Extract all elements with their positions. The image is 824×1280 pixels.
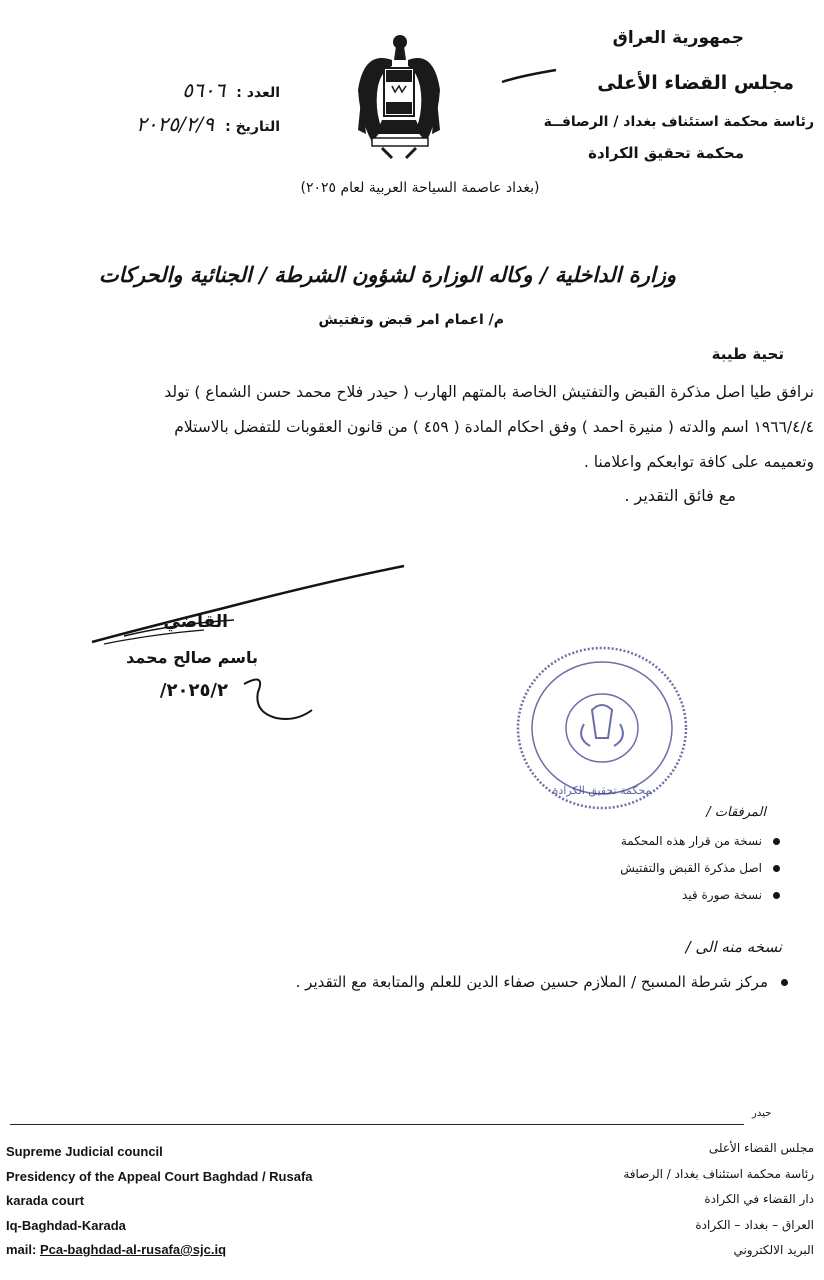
letter-body <box>10 378 814 483</box>
footer-en-line: Supreme Judicial council <box>6 1144 163 1159</box>
footer-email-row <box>6 1238 426 1263</box>
addressee: وزارة الداخلية / وكاله الوزارة لشؤون الشرطة / الجنائية والحركات <box>98 262 676 287</box>
number-value: ٥٦٠٦ <box>182 78 226 102</box>
reference-block <box>80 70 280 150</box>
footer-en-line: Presidency of the Appeal Court Baghdad / Rusafa <box>6 1168 313 1184</box>
bullet-icon <box>773 865 780 872</box>
slogan: (بغداد عاصمة السياحة العربية لعام ٢٠٢٥) <box>300 180 540 196</box>
svg-text:محكمة تحقيق الكرادة: محكمة تحقيق الكرادة <box>552 784 652 797</box>
subject-line: م/ اعمام امر قبض وتفتيش <box>318 312 504 328</box>
footer-ar-line: العراق – بغداد – الكرادة <box>695 1217 814 1232</box>
date-label: التاريخ : <box>225 119 280 135</box>
copies-heading: نسخه منه الى / <box>685 938 782 956</box>
list-item: مركز شرطة المسبح / الملازم حسين صفاء الدين للعلم والمتابعة مع التقدير . <box>296 970 794 994</box>
footer-en-line: karada court <box>6 1193 85 1208</box>
attachments-list <box>620 828 782 909</box>
footer-ar-line: البريد الالكتروني <box>733 1243 814 1257</box>
list-item: نسخة من قرار هذه المحكمة <box>620 828 782 855</box>
footer-ar-line: رئاسة محكمة استئناف بغداد / الرصافة <box>623 1166 814 1181</box>
iraq-eagle-emblem-icon <box>352 30 444 160</box>
email-link[interactable]: Pca-baghdad-al-rusafa@sjc.iq <box>39 1242 227 1257</box>
header-stroke <box>500 66 560 86</box>
body-line: وتعميمه على كافة توابعكم واعلامنا . <box>583 453 814 471</box>
republic-name: جمهورية العراق <box>612 28 744 48</box>
footer-ar-line: دار القضاء في الكرادة <box>704 1192 814 1206</box>
signature-date: ٢٠٢٥/٢/ <box>159 680 228 701</box>
date-scribble-icon <box>236 672 316 728</box>
footer-arabic <box>594 1136 814 1264</box>
greeting: تحية طيبة <box>711 345 784 363</box>
bullet-icon <box>773 838 780 845</box>
court-name: محكمة تحقيق الكرادة <box>588 144 744 162</box>
court-seal-stamp-icon <box>514 644 690 812</box>
presidency-name: رئاسة محكمة استئناف بغداد / الرصافــة <box>543 114 814 130</box>
bullet-icon <box>773 892 780 899</box>
signature-name: باسم صالح محمد <box>126 648 258 667</box>
typist-initials: حيدر <box>752 1108 772 1119</box>
closing: مع فائق التقدير . <box>624 486 736 505</box>
body-line: نرافق طيا اصل مذكرة القبض والتفتيش الخاصة بالمتهم الهارب ( حيدر فلاح محمد حسن الشماع ) تولد <box>164 383 814 401</box>
date-row <box>136 112 280 136</box>
copies-list <box>296 970 794 994</box>
bullet-icon <box>781 979 788 986</box>
council-name: مجلس القضاء الأعلى <box>597 72 794 94</box>
date-value: ٢٠٢٥/٢/٩ <box>136 112 214 136</box>
footer-divider <box>10 1124 744 1125</box>
footer-english <box>6 1140 426 1263</box>
list-item: نسخة صورة قيد <box>620 882 782 909</box>
handwritten-signature-icon <box>84 560 414 650</box>
reference-number-row <box>182 78 280 102</box>
footer-ar-line: مجلس القضاء الأعلى <box>708 1141 814 1155</box>
footer-en-line: Iq-Baghdad-Karada <box>6 1217 126 1233</box>
signature-title: القاضي <box>163 612 228 632</box>
email-label: mail: <box>6 1242 37 1257</box>
attachments-heading: المرفقات / <box>706 805 766 820</box>
list-item: اصل مذكرة القبض والتفتيش <box>620 855 782 882</box>
body-line: ١٩٦٦/٤/٤ اسم والدته ( منيرة احمد ) وفق احكام المادة ( ٤٥٩ ) من قانون العقوبات للتفضل بالاستلام <box>174 418 814 436</box>
number-label: العدد : <box>236 85 280 101</box>
